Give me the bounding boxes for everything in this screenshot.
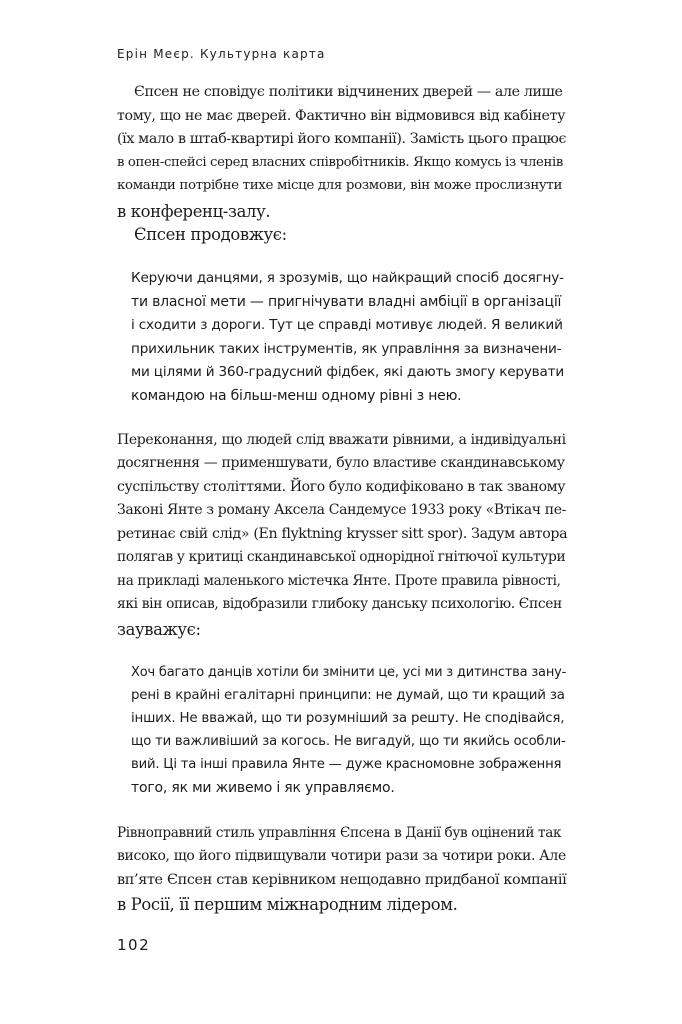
paragraph-3-line: ретинає свій слід» (En flyktning krysser sitt spor). Задум автора	[117, 526, 568, 542]
paragraph-1-line: в опен-спейсі серед власних співробітників. Якщо комусь із членів	[117, 155, 563, 170]
page-number: 102	[117, 936, 151, 954]
paragraph-1-line: команди потрібне тихе місце для розмови, він може прослизнути	[117, 178, 563, 193]
quote-1-line: командою на більш-менш одному рівні з нею.	[131, 388, 462, 404]
quote-2-line: рені в крайні егалітарні принципи: не думай, що ти кращий за	[131, 688, 565, 703]
quote-1-line: ми цілями й 360-градусний фідбек, які дають змогу керувати	[131, 364, 564, 380]
quote-1-line: ти власної мети — пригнічувати владні амбіції в організації	[131, 294, 562, 310]
paragraph-4-line: Рівноправний стиль управління Єпсена в Данії був оцінений так	[117, 825, 562, 841]
quote-2-line: що ти важливіший за когось. Не вигадуй, що ти якийсь особли-	[131, 734, 566, 749]
paragraph-3-line: полягав у критиці скандинавської однорідної гнітючої культури	[117, 549, 566, 565]
paragraph-3-line: суспільству століттями. Його було кодифіковано в так званому	[117, 479, 566, 495]
paragraph-4-line: вп’яте Єпсен став керівником нещодавно придбаної компанії	[117, 872, 567, 888]
paragraph-3-line: Законі Янте з роману Аксела Сандемусе 1933 року «Втікач пе-	[117, 502, 567, 518]
quote-1-line: Керуючи данцями, я зрозумів, що найкращий спосіб досягну-	[131, 270, 564, 286]
paragraph-3-line: на прикладі маленького містечка Янте. Проте правила рівності,	[117, 573, 561, 589]
quote-2-line: вий. Ці та інші правила Янте — дуже красномовне зображення	[131, 757, 562, 772]
paragraph-4-line: в Росії, її першим міжнародним лідером.	[117, 895, 458, 914]
paragraph-1-line: Єпсен не сповідує політики відчинених дверей — але лише	[134, 84, 563, 100]
quote-2-line: інших. Не вважай, що ти розумніший за решту. Не сподівайся,	[131, 711, 565, 726]
paragraph-3-line: досягнення — применшувати, було властиве скандинавському	[117, 455, 565, 471]
paragraph-2-line: Єпсен продовжує:	[134, 225, 287, 244]
quote-2-line: Хоч багато данців хотіли би змінити це, усі ми з дитинства зану-	[131, 665, 567, 680]
running-header: Ерін Меєр. Культурна карта	[117, 47, 326, 61]
paragraph-3-line: Переконання, що людей слід вважати рівними, а індивідуальні	[117, 432, 566, 448]
paragraph-3-line: зауважує:	[117, 620, 201, 639]
quote-2-line: того, як ми живемо і як управляємо.	[131, 780, 395, 796]
paragraph-1-line: в конференц-залу.	[117, 202, 271, 221]
paragraph-4-line: високо, що його підвищували чотири рази за чотири роки. Але	[117, 848, 566, 864]
quote-1-line: і сходити з дороги. Тут це справді мотивує людей. Я великий	[131, 317, 563, 333]
paragraph-3-line: які він описав, відобразили глибоку данську психологію. Єпсен	[117, 596, 562, 612]
paragraph-1-line: тому, що не має дверей. Фактично він відмовився від кабінету	[117, 108, 566, 124]
paragraph-1-line: (їх мало в штаб-квартирі його компанії). Замість цього працює	[117, 131, 567, 147]
quote-1-line: прихильник таких інструментів, як управління за визначени-	[131, 341, 562, 357]
